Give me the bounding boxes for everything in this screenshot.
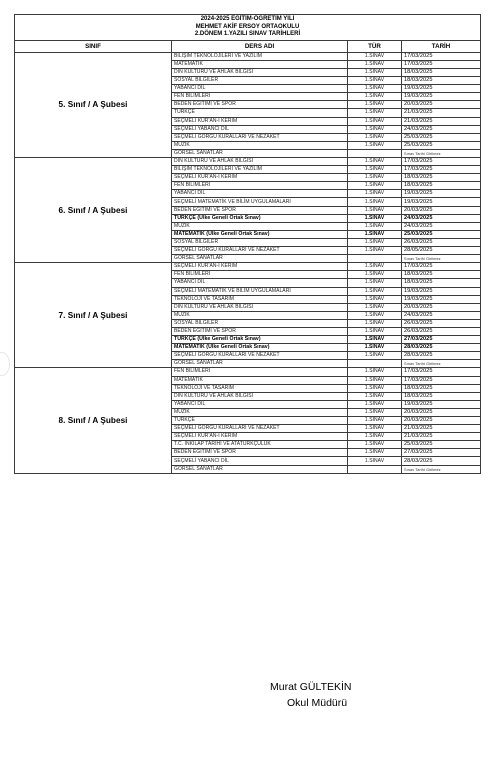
exam-type-cell: 1.SINAV [348, 52, 402, 60]
course-name-cell: SOSYAL BİLGİLER [172, 77, 348, 85]
course-name-cell: BİLİŞİM TEKNOLOJİLERİ VE YAZILIM [172, 52, 348, 60]
table-row [15, 52, 481, 60]
exam-type-cell: 1.SINAV [348, 368, 402, 376]
course-name-cell: SEÇMELİ YABANCI DİL [172, 457, 348, 465]
exam-date-cell: 18/03/2025 [402, 384, 481, 392]
course-name-cell: GÖRSEL SANATLAR [172, 465, 348, 473]
exam-date-cell: 18/03/2025 [402, 77, 481, 85]
exam-date-cell: Sınav Tarihi Girilmez [402, 465, 481, 473]
exam-type-cell: 1.SINAV [348, 101, 402, 109]
course-name-cell: TEKNOLOJİ VE TASARIM [172, 295, 348, 303]
table-row [15, 158, 481, 166]
exam-type-cell: 1.SINAV [348, 352, 402, 360]
exam-date-cell: 26/03/2025 [402, 327, 481, 335]
exam-type-cell: 1.SINAV [348, 287, 402, 295]
exam-type-cell: 1.SINAV [348, 93, 402, 101]
exam-date-cell: 20/03/2025 [402, 408, 481, 416]
course-name-cell: BEDEN EĞİTİMİ VE SPOR [172, 206, 348, 214]
schedule-body [15, 52, 481, 473]
course-name-cell: MATEMATİK [172, 60, 348, 68]
exam-type-cell: 1.SINAV [348, 206, 402, 214]
exam-type-cell: 1.SINAV [348, 392, 402, 400]
exam-date-cell: 21/03/2025 [402, 109, 481, 117]
course-name-cell: SEÇMELİ GÖRGÜ KURALLARI VE NEZAKET [172, 133, 348, 141]
exam-date-cell: 28/03/2025 [402, 352, 481, 360]
course-name-cell: MATEMATİK [172, 376, 348, 384]
exam-date-cell: 19/03/2025 [402, 190, 481, 198]
exam-type-cell: 1.SINAV [348, 68, 402, 76]
exam-date-cell: 25/03/2025 [402, 441, 481, 449]
course-name-cell: BEDEN EĞİTİMİ VE SPOR [172, 327, 348, 335]
column-header-tarih: TARİH [402, 40, 481, 52]
course-name-cell: DİN KÜLTÜRÜ VE AHLAK BİLGİSİ [172, 158, 348, 166]
exam-date-cell: 19/03/2025 [402, 295, 481, 303]
class-group-label: 6. Sınıf / A Şubesi [15, 158, 172, 263]
course-name-cell: FEN BİLİMLERİ [172, 93, 348, 101]
exam-date-cell: 27/03/2025 [402, 449, 481, 457]
exam-date-cell: Sınav Tarihi Girilmez [402, 255, 481, 263]
column-header-tur: TÜR [348, 40, 402, 52]
exam-type-cell: 1.SINAV [348, 174, 402, 182]
course-name-cell: MÜZİK [172, 141, 348, 149]
exam-type-cell: 1.SINAV [348, 303, 402, 311]
course-name-cell: SEÇMELİ KUR'AN-I KERİM [172, 174, 348, 182]
course-name-cell: TÜRKÇE (Ülke Geneli Ortak Sınav) [172, 336, 348, 344]
exam-date-cell: 21/03/2025 [402, 117, 481, 125]
course-name-cell: DİN KÜLTÜRÜ VE AHLAK BİLGİSİ [172, 303, 348, 311]
exam-type-cell: 1.SINAV [348, 141, 402, 149]
exam-date-cell: 18/03/2025 [402, 68, 481, 76]
table-row [15, 263, 481, 271]
exam-date-cell: 17/03/2025 [402, 166, 481, 174]
exam-type-cell: 1.SINAV [348, 376, 402, 384]
course-name-cell: SEÇMELİ GÖRGÜ KURALLARI VE NEZAKET [172, 425, 348, 433]
exam-date-cell: 24/03/2025 [402, 222, 481, 230]
course-name-cell: MATEMATİK (Ülke Geneli Ortak Sınav) [172, 344, 348, 352]
exam-date-cell: 25/03/2025 [402, 141, 481, 149]
course-name-cell: FEN BİLİMLERİ [172, 271, 348, 279]
exam-date-cell: 18/03/2025 [402, 174, 481, 182]
exam-type-cell: 1.SINAV [348, 279, 402, 287]
exam-date-cell: 20/03/2025 [402, 417, 481, 425]
class-group-label: 5. Sınıf / A Şubesi [15, 52, 172, 157]
class-group-label: 7. Sınıf / A Şubesi [15, 263, 172, 368]
exam-date-cell: 19/03/2025 [402, 93, 481, 101]
course-name-cell: BİLİŞİM TEKNOLOJİLERİ VE YAZILIM [172, 166, 348, 174]
course-name-cell: MÜZİK [172, 222, 348, 230]
exam-type-cell: 1.SINAV [348, 222, 402, 230]
course-name-cell: GÖRSEL SANATLAR [172, 360, 348, 368]
exam-date-cell: 24/03/2025 [402, 125, 481, 133]
exam-type-cell: 1.SINAV [348, 238, 402, 246]
course-name-cell: YABANCI DİL [172, 279, 348, 287]
course-name-cell: SEÇMELİ MATEMATİK VE BİLİM UYGULAMALARI [172, 287, 348, 295]
exam-type-cell: 1.SINAV [348, 85, 402, 93]
course-name-cell: SEÇMELİ KUR'AN-I KERİM [172, 433, 348, 441]
exam-date-cell: 19/03/2025 [402, 85, 481, 93]
exam-date-cell: 25/03/2025 [402, 230, 481, 238]
header-line-year: 2024-2025 EĞİTİM-ÖĞRETİM YILI [200, 16, 295, 22]
course-name-cell: BEDEN EĞİTİMİ VE SPOR [172, 449, 348, 457]
course-name-cell: TÜRKÇE [172, 417, 348, 425]
column-header-sinif: SINIF [15, 40, 172, 52]
exam-type-cell: 1.SINAV [348, 198, 402, 206]
course-name-cell: GÖRSEL SANATLAR [172, 149, 348, 157]
exam-date-cell: 21/03/2025 [402, 425, 481, 433]
course-name-cell: SEÇMELİ KUR'AN-I KERİM [172, 117, 348, 125]
header-row [15, 15, 481, 41]
exam-date-cell: 28/05/2025 [402, 247, 481, 255]
exam-type-cell: 1.SINAV [348, 295, 402, 303]
course-name-cell: YABANCI DİL [172, 400, 348, 408]
exam-type-cell: 1.SINAV [348, 457, 402, 465]
class-group-label: 8. Sınıf / A Şubesi [15, 368, 172, 473]
course-name-cell: YABANCI DİL [172, 85, 348, 93]
exam-date-cell: 19/03/2025 [402, 198, 481, 206]
exam-type-cell [348, 465, 402, 473]
exam-type-cell: 1.SINAV [348, 400, 402, 408]
exam-date-cell: Sınav Tarihi Girilmez [402, 360, 481, 368]
exam-type-cell: 1.SINAV [348, 182, 402, 190]
exam-type-cell: 1.SINAV [348, 344, 402, 352]
exam-type-cell: 1.SINAV [348, 109, 402, 117]
course-name-cell: SEÇMELİ GÖRGÜ KURALLARI VE NEZAKET [172, 247, 348, 255]
exam-date-cell: 24/03/2025 [402, 214, 481, 222]
course-name-cell: SEÇMELİ MATEMATİK VE BİLİM UYGULAMALARI [172, 198, 348, 206]
exam-date-cell: 17/03/2025 [402, 158, 481, 166]
course-name-cell: TÜRKÇE [172, 109, 348, 117]
exam-type-cell: 1.SINAV [348, 319, 402, 327]
exam-date-cell: 18/03/2025 [402, 392, 481, 400]
column-header-ders: DERS ADI [172, 40, 348, 52]
exam-type-cell: 1.SINAV [348, 77, 402, 85]
course-name-cell: SOSYAL BİLGİLER [172, 319, 348, 327]
header-line-school: MEHMET AKİF ERSOY ORTAOKULU [195, 23, 300, 30]
exam-date-cell: 19/03/2025 [402, 400, 481, 408]
exam-type-cell [348, 149, 402, 157]
exam-date-cell: 26/03/2025 [402, 319, 481, 327]
exam-schedule-sheet [14, 14, 480, 474]
exam-date-cell: 19/03/2025 [402, 287, 481, 295]
exam-type-cell: 1.SINAV [348, 384, 402, 392]
exam-date-cell: 21/03/2025 [402, 433, 481, 441]
exam-date-cell: 28/03/2025 [402, 457, 481, 465]
exam-type-cell: 1.SINAV [348, 158, 402, 166]
exam-date-cell: 20/03/2025 [402, 303, 481, 311]
course-name-cell: SEÇMELİ GÖRGÜ KURALLARI VE NEZAKET [172, 352, 348, 360]
exam-date-cell: 18/03/2025 [402, 271, 481, 279]
exam-date-cell: 24/03/2025 [402, 311, 481, 319]
exam-date-cell: 17/03/2025 [402, 60, 481, 68]
exam-date-cell: 20/03/2025 [402, 206, 481, 214]
exam-date-cell: Sınav Tarihi Girilmez [402, 149, 481, 157]
exam-type-cell: 1.SINAV [348, 190, 402, 198]
exam-type-cell: 1.SINAV [348, 311, 402, 319]
course-name-cell: T.C. İNKILAP TARİHİ VE ATATÜRKÇÜLÜK [172, 441, 348, 449]
exam-type-cell: 1.SINAV [348, 263, 402, 271]
course-name-cell: DİN KÜLTÜRÜ VE AHLAK BİLGİSİ [172, 68, 348, 76]
page-edge-mark [0, 352, 10, 376]
exam-type-cell: 1.SINAV [348, 433, 402, 441]
course-name-cell: MÜZİK [172, 408, 348, 416]
principal-title: Okul Müdürü [287, 697, 348, 709]
course-name-cell: FEN BİLİMLERİ [172, 368, 348, 376]
exam-type-cell: 1.SINAV [348, 327, 402, 335]
exam-date-cell: 20/03/2025 [402, 101, 481, 109]
exam-date-cell: 17/03/2025 [402, 376, 481, 384]
column-header-row [15, 40, 481, 52]
course-name-cell: BEDEN EĞİTİMİ VE SPOR [172, 101, 348, 109]
exam-type-cell: 1.SINAV [348, 230, 402, 238]
exam-date-cell: 18/03/2025 [402, 182, 481, 190]
exam-date-cell: 25/03/2025 [402, 133, 481, 141]
course-name-cell: MÜZİK [172, 311, 348, 319]
exam-type-cell: 1.SINAV [348, 247, 402, 255]
document-header [15, 15, 481, 41]
exam-type-cell: 1.SINAV [348, 336, 402, 344]
exam-type-cell: 1.SINAV [348, 408, 402, 416]
exam-type-cell: 1.SINAV [348, 117, 402, 125]
course-name-cell: TEKNOLOJİ VE TASARIM [172, 384, 348, 392]
exam-type-cell [348, 255, 402, 263]
course-name-cell: MATEMATİK (Ülke Geneli Ortak Sınav) [172, 230, 348, 238]
exam-date-cell: 27/03/2025 [402, 336, 481, 344]
exam-date-cell: 28/03/2025 [402, 344, 481, 352]
table-row [15, 368, 481, 376]
course-name-cell: DİN KÜLTÜRÜ VE AHLAK BİLGİSİ [172, 392, 348, 400]
exam-date-cell: 17/03/2025 [402, 52, 481, 60]
exam-type-cell: 1.SINAV [348, 166, 402, 174]
exam-type-cell: 1.SINAV [348, 425, 402, 433]
exam-schedule-table [14, 14, 481, 474]
exam-type-cell: 1.SINAV [348, 60, 402, 68]
course-name-cell: SOSYAL BİLGİLER [172, 238, 348, 246]
exam-type-cell: 1.SINAV [348, 133, 402, 141]
course-name-cell: SEÇMELİ YABANCI DİL [172, 125, 348, 133]
exam-type-cell: 1.SINAV [348, 125, 402, 133]
course-name-cell: TÜRKÇE (Ülke Geneli Ortak Sınav) [172, 214, 348, 222]
exam-date-cell: 17/03/2025 [402, 263, 481, 271]
exam-type-cell: 1.SINAV [348, 441, 402, 449]
course-name-cell: GÖRSEL SANATLAR [172, 255, 348, 263]
header-line-title: 2.DÖNEM 1.YAZILI SINAV TARİHLERİ [194, 31, 301, 38]
exam-type-cell: 1.SINAV [348, 271, 402, 279]
exam-date-cell: 17/03/2025 [402, 368, 481, 376]
exam-type-cell [348, 360, 402, 368]
course-name-cell: SEÇMELİ KUR'AN-I KERİM [172, 263, 348, 271]
exam-date-cell: 26/03/2025 [402, 238, 481, 246]
principal-name: Murat GÜLTEKİN [270, 681, 352, 693]
exam-type-cell: 1.SINAV [348, 417, 402, 425]
exam-type-cell: 1.SINAV [348, 214, 402, 222]
exam-type-cell: 1.SINAV [348, 449, 402, 457]
exam-date-cell: 18/03/2025 [402, 279, 481, 287]
course-name-cell: FEN BİLİMLERİ [172, 182, 348, 190]
course-name-cell: YABANCI DİL [172, 190, 348, 198]
